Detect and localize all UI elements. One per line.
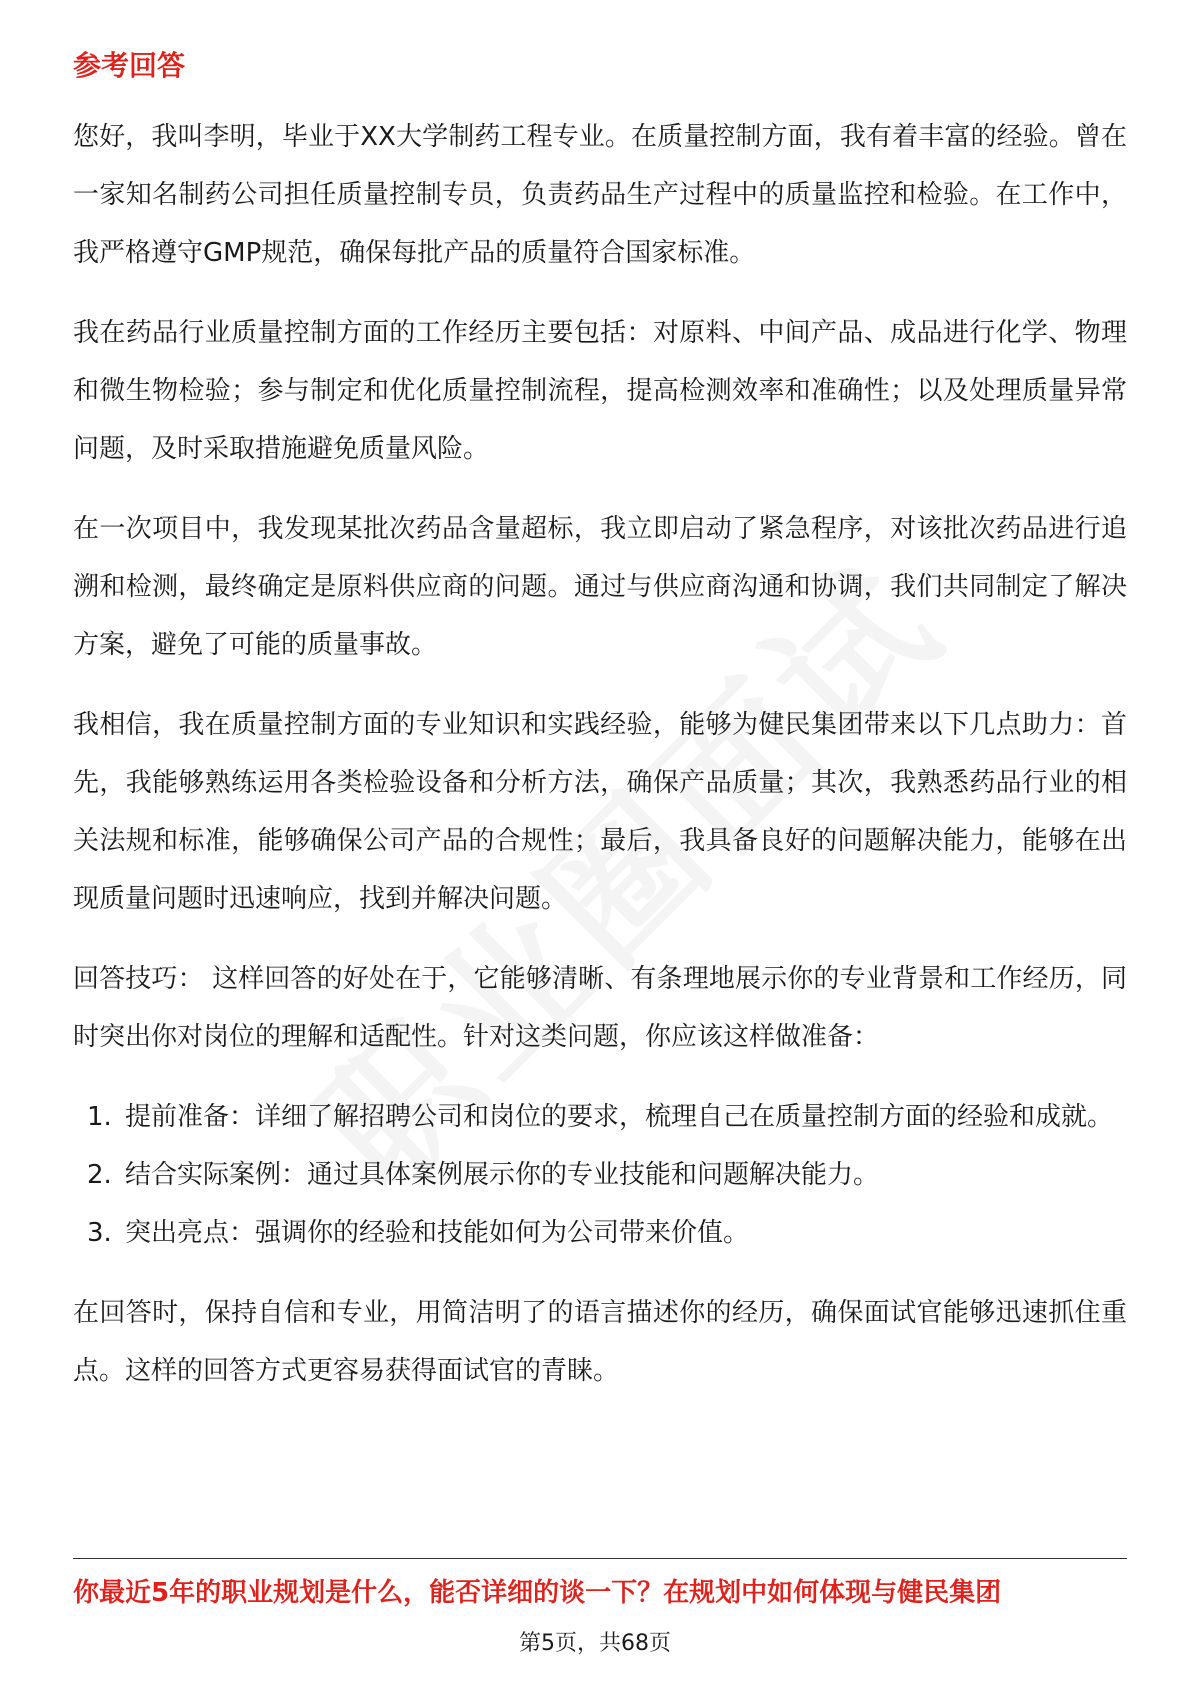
list-item	[73, 1204, 1127, 1262]
paragraph-value: 我相信，我在质量控制方面的专业知识和实践经验，能够为健民集团带来以下几点助力：首先，我能够熟练运用各类检验设备和分析方法，确保产品质量；其次，我熟悉药品行业的相关法规和标准，能够确保公司产品的合规性；最后，我具备良好的问题解决能力，能够在出现质量问题时迅速响应，找到并解决问题。	[73, 710, 1127, 914]
divider	[73, 1558, 1127, 1559]
list-item-text: 提前准备：详细了解招聘公司和岗位的要求，梳理自己在质量控制方面的经验和成就。	[125, 1102, 1114, 1132]
answer-content	[73, 46, 1127, 1422]
list-item	[73, 1146, 1127, 1204]
paragraph-experience: 我在药品行业质量控制方面的工作经历主要包括：对原料、中间产品、成品进行化学、物理和微生物检验；参与制定和优化质量控制流程，提高检测效率和准确性；以及处理质量异常问题，及时采取措施避免质量风险。	[73, 318, 1127, 464]
paragraph-tips-intro: 回答技巧： 这样回答的好处在于，它能够清晰、有条理地展示你的专业背景和工作经历，同时突出你对岗位的理解和适配性。针对这类问题，你应该这样做准备：	[73, 964, 1127, 1052]
list-item-number: 2.	[87, 1160, 112, 1190]
list-item-text: 结合实际案例：通过具体案例展示你的专业技能和问题解决能力。	[125, 1160, 880, 1190]
paragraph-case: 在一次项目中，我发现某批次药品含量超标，我立即启动了紧急程序，对该批次药品进行追溯和检测，最终确定是原料供应商的问题。通过与供应商沟通和协调，我们共同制定了解决方案，避免了可能的质量事故。	[73, 514, 1127, 660]
paragraph-closing: 在回答时，保持自信和专业，用简洁明了的语言描述你的经历，确保面试官能够迅速抓住重点。这样的回答方式更容易获得面试官的青睐。	[73, 1298, 1127, 1386]
section-title: 参考回答	[73, 49, 186, 82]
paragraph-intro: 您好，我叫李明，毕业于XX大学制药工程专业。在质量控制方面，我有着丰富的经验。曾在一家知名制药公司担任质量控制专员，负责药品生产过程中的质量监控和检验。在工作中，我严格遵守GMP规范，确保每批产品的质量符合国家标准。	[73, 122, 1127, 268]
page-number: 第5页，共68页	[519, 1631, 671, 1656]
list-item-number: 1.	[87, 1102, 112, 1132]
list-item	[73, 1088, 1127, 1146]
list-item-number: 3.	[87, 1218, 112, 1248]
tips-list	[73, 1088, 1127, 1262]
list-item-text: 突出亮点：强调你的经验和技能如何为公司带来价值。	[125, 1218, 750, 1248]
next-question-heading: 你最近5年的职业规划是什么，能否详细的谈一下？在规划中如何体现与健民集团	[73, 1578, 1002, 1608]
